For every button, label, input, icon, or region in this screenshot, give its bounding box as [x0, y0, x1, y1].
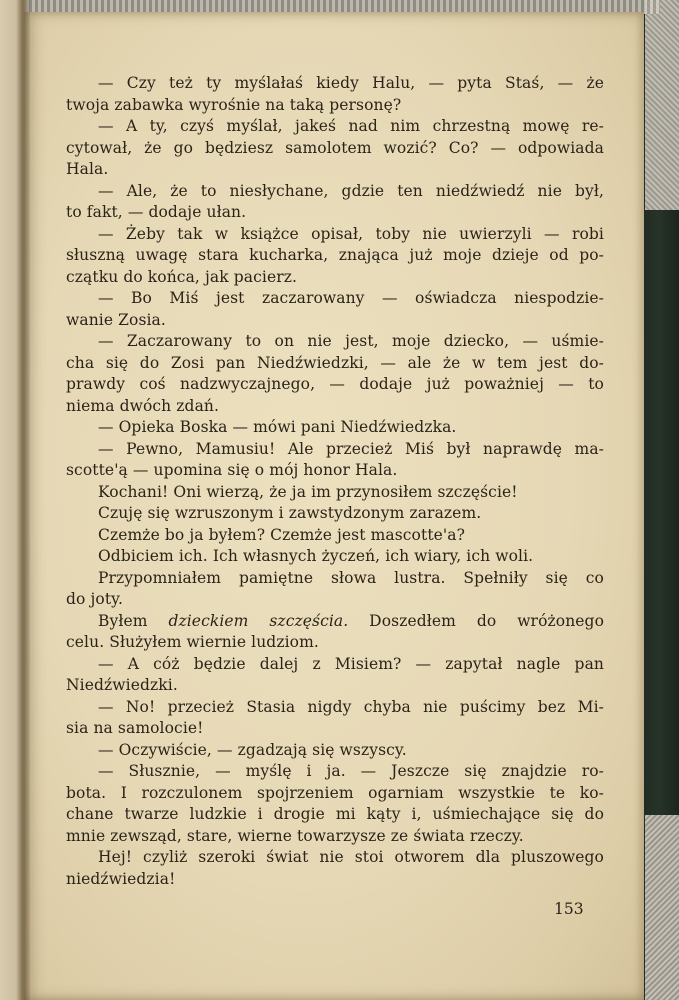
text-line: słuszną uwagę stara kucharka, znająca już moje dzieje od po-: [66, 246, 604, 264]
page-sheet: [24, 12, 644, 1000]
text-line: — A ty, czyś myślał, jakeś nad nim chrzestną mowę re-: [98, 117, 604, 135]
text-line: niedźwiedzia!: [66, 869, 176, 888]
text-line: Czuję się wzruszonym i zawstydzonym zarazem.: [98, 504, 482, 522]
text-line: Przypomniałem pamiętne słowa lustra. Spełniły się co: [98, 568, 604, 587]
text-line: Hej! czyliż szeroki świat nie stoi otworem dla pluszowego: [98, 848, 604, 866]
text-line: Niedźwiedzki.: [66, 676, 178, 694]
text-line: niema dwóch zdań.: [66, 396, 220, 415]
text-line: czątku do końca, jak pacierz.: [66, 267, 298, 286]
text-segment: Byłem: [98, 611, 169, 630]
text-line: — Oczywiście, — zgadzają się wszyscy.: [98, 740, 407, 759]
text-line: — Słusznie, — myślę i ja. — Jeszcze się znajdzie ro-: [98, 762, 604, 780]
text-line: — Zaczarowany to on nie jest, moje dziecko, — uśmie-: [98, 332, 604, 350]
cloth-binding-bottom: [645, 815, 679, 1000]
text-line: do joty.: [66, 590, 123, 608]
text-line: twoja zabawka wyrośnie na taką personę?: [66, 95, 402, 114]
text-line: — Ale, że to niesłychane, gdzie ten niedźwiedź nie był,: [98, 181, 604, 200]
text-line: to fakt, — dodaje ułan.: [66, 203, 247, 221]
cloth-binding-top: [645, 0, 679, 210]
page-number: 153: [554, 900, 584, 918]
italic-text-segment: dzieckiem szczęścia.: [168, 611, 349, 630]
text-line: cytował, że go będziesz samolotem wozić? Co? — odpowiada: [66, 138, 604, 157]
text-line: Czemże bo ja byłem? Czemże jest mascotte'a?: [98, 525, 466, 544]
text-line: wanie Zosia.: [66, 310, 166, 329]
text-line: mnie zewsząd, stare, wierne towarzysze ze świata rzeczy.: [66, 826, 524, 845]
text-line: — Czy też ty myślałaś kiedy Halu, — pyta Staś, — że: [98, 74, 604, 92]
body-text: [66, 73, 604, 890]
text-line: Kochani! Oni wierzą, że ja im przynosiłem szczęście!: [98, 482, 518, 501]
text-line: cha się do Zosi pan Niedźwiedzki, — ale że w tem jest do-: [66, 353, 604, 372]
text-line: — Pewno, Mamusiu! Ale przecież Miś był naprawdę ma-: [98, 439, 604, 458]
text-line: [66, 611, 604, 633]
text-line: — No! przecież Stasia nigdy chyba nie puścimy bez Mi-: [98, 697, 604, 716]
text-line: Hala.: [66, 160, 109, 178]
text-line: celu. Służyłem wiernie ludziom.: [66, 633, 319, 651]
text-line: — Opieka Boska — mówi pani Niedźwiedzka.: [98, 418, 457, 436]
text-line: Odbiciem ich. Ich własnych życzeń, ich wiary, ich woli.: [98, 547, 534, 565]
text-line: — Żeby tak w książce opisał, toby nie uwierzyli — robi: [98, 224, 604, 243]
page-gutter-shadow: [16, 0, 30, 1000]
text-line: chane twarze ludzkie i drogie mi kąty i, uśmiechające się do: [66, 805, 604, 823]
text-line: scotte'ą — upomina się o mój honor Hala.: [66, 461, 398, 479]
text-line: bota. I rozczulonem spojrzeniem ogarniam wszystkie te ko-: [66, 783, 604, 802]
text-segment: Doszedłem do wróżonego: [348, 611, 605, 630]
text-line: prawdy coś nadzwyczajnego, — dodaje już poważniej — to: [66, 375, 604, 393]
text-line: — Bo Miś jest zaczarowany — oświadcza niespodzie-: [98, 289, 604, 307]
text-line: — A cóż będzie dalej z Misiem? — zapytał nagle pan: [98, 654, 604, 673]
text-line: sia na samolocie!: [66, 719, 204, 737]
